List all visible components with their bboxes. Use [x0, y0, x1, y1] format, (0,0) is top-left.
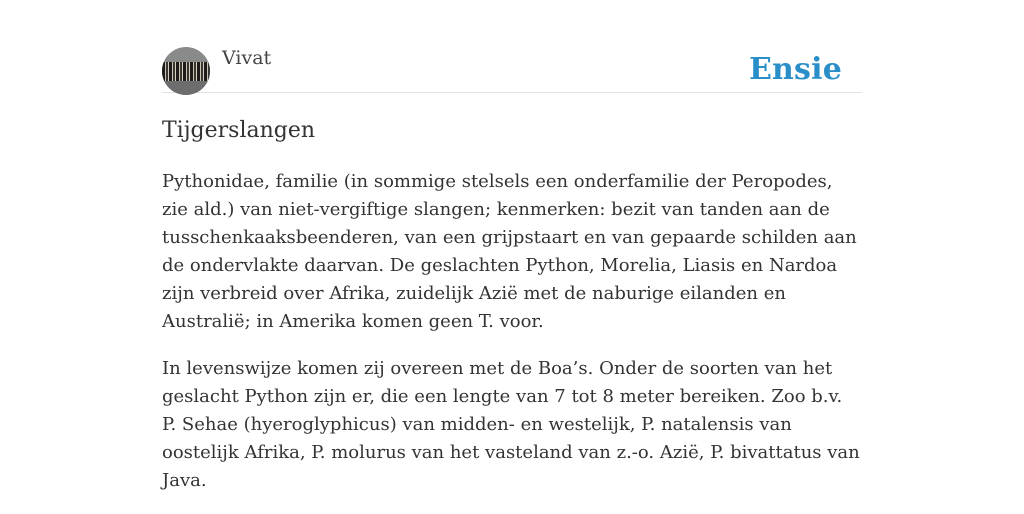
bookshelf-icon [162, 62, 210, 82]
author-avatar[interactable] [162, 47, 210, 95]
shelf-shadow [162, 81, 210, 95]
article-title: Tijgerslangen [162, 118, 316, 143]
paragraph: In levenswijze komen zij overeen met de Boa’s. Onder de soorten van het geslacht Python zijn er, die een lengte van 7 tot 8 meter bereiken. Zoo b.v. P. Sehae (hyeroglyphicus) van midden- en westelijk, P. natalensis van oostelijk Afrika, P. molurus van het vasteland van z.-o. Azië, P. bivattatus van Java. [162, 358, 860, 491]
article-body [162, 168, 862, 514]
header [162, 0, 862, 93]
author-name[interactable]: Vivat [222, 47, 272, 69]
paragraph: Pythonidae, familie (in sommige stelsels een onderfamilie der Peropodes, zie ald.) van niet-vergiftige slangen; kenmerken: bezit van tanden aan de tusschenkaaksbeenderen, van een grijpstaart en van gepaarde schilden aan de ondervlakte daarvan. De geslachten Python, Morelia, Liasis en Nardoa zijn verbreid over Afrika, zuidelijk Azië met de naburige eilanden en Australië; in Amerika komen geen T. voor. [162, 171, 857, 332]
article-card [162, 0, 862, 491]
brand-logo[interactable]: Ensie [748, 52, 842, 87]
